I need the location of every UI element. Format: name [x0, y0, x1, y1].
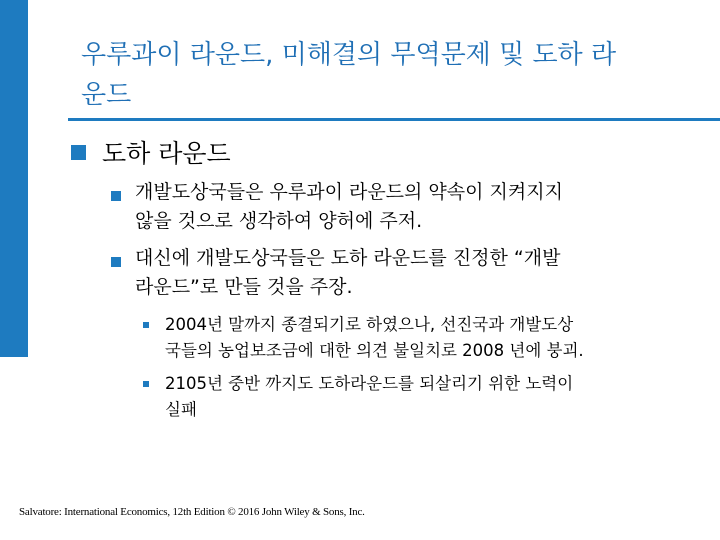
- square-bullet-icon: [111, 257, 121, 267]
- left-accent-bar: [0, 0, 28, 357]
- sub-bullet-line: 2004년 말까지 종결되기로 하였으나, 선진국과 개발도상: [165, 315, 574, 334]
- square-bullet-icon: [143, 322, 149, 328]
- bullet-line: 라운드”로 만들 것을 주장.: [135, 276, 353, 298]
- square-bullet-icon: [111, 191, 121, 201]
- slide-title: [81, 35, 681, 115]
- sub-bullet-line: 국들의 농업보조금에 대한 의견 불일치로 2008 년에 붕괴.: [165, 341, 584, 360]
- bullet-item-1: [135, 178, 675, 236]
- bullet-line: 않을 것으로 생각하여 양허에 주저.: [135, 210, 423, 232]
- sub-bullet-item-2: [165, 371, 685, 423]
- bullet-item-2: [135, 244, 675, 302]
- footer-citation: Salvatore: International Economics, 12th Edition © 2016 John Wiley & Sons, Inc.: [19, 506, 365, 518]
- bullet-line: 대신에 개발도상국들은 도하 라운드를 진정한 “개발: [135, 247, 561, 269]
- title-line-1: 우루과이 라운드, 미해결의 무역문제 및 도하 라: [81, 40, 617, 70]
- bullet-line: 개발도상국들은 우루과이 라운드의 약속이 지켜지지: [135, 181, 563, 203]
- title-line-2: 운드: [81, 80, 132, 110]
- sub-bullet-line: 2105년 중반 까지도 도하라운드를 되살리기 위한 노력이: [165, 374, 574, 393]
- square-bullet-icon: [71, 145, 86, 160]
- square-bullet-icon: [143, 381, 149, 387]
- sub-bullet-item-1: [165, 312, 685, 364]
- title-divider: [68, 118, 720, 121]
- section-heading: 도하 라운드: [102, 139, 231, 168]
- sub-bullet-line: 실패: [165, 400, 197, 419]
